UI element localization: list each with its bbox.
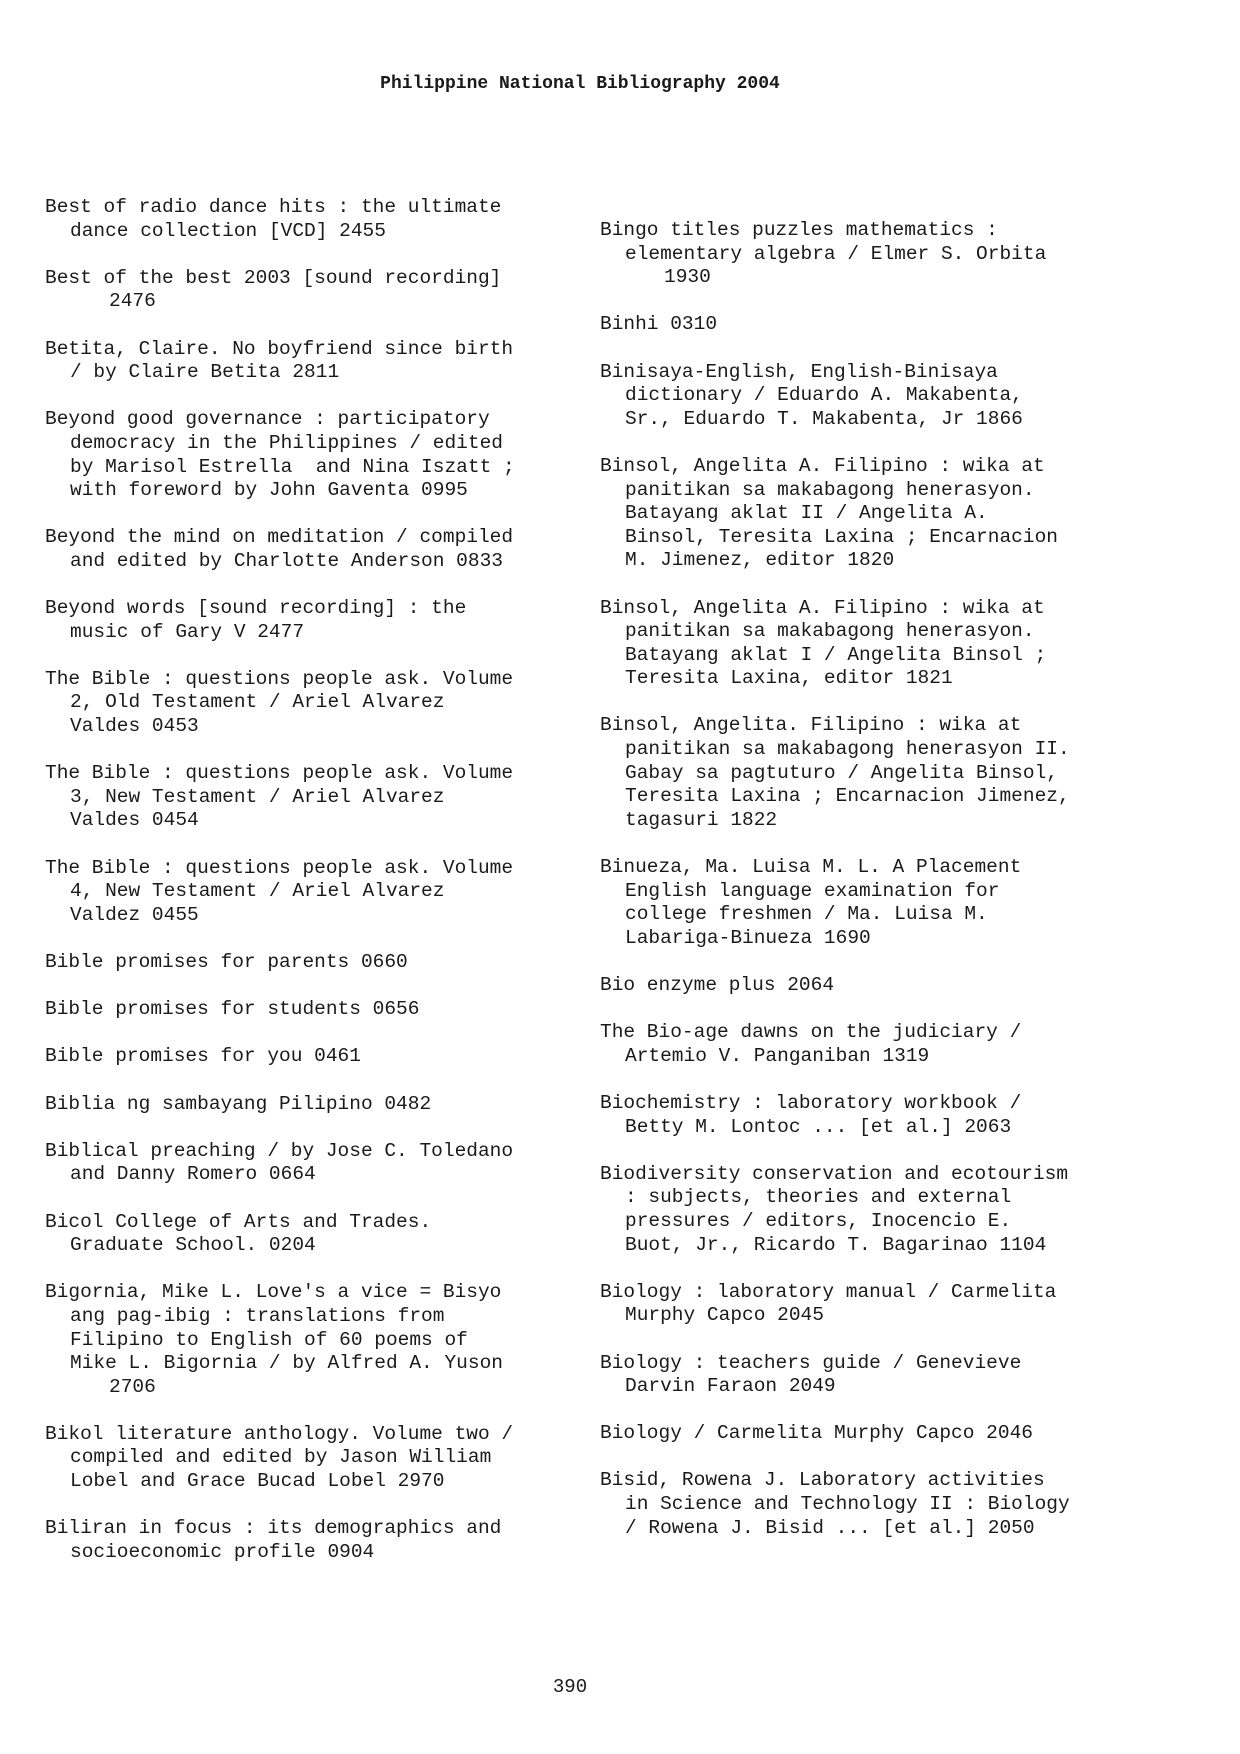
- entry-line: panitikan sa makabagong henerasyon.: [625, 620, 1035, 643]
- entry-line: Binsol, Angelita. Filipino : wika at: [600, 714, 1022, 737]
- entry-line: The Bible : questions people ask. Volume: [45, 667, 514, 690]
- entry-line: Graduate School. 0204: [70, 1234, 316, 1257]
- bibliography-entry: [600, 361, 1120, 432]
- page-title: Philippine National Bibliography 2004: [380, 74, 780, 94]
- entry-line: Biology : teachers guide / Genevieve: [600, 1351, 1022, 1374]
- entry-line: by Marisol Estrella and Nina Iszatt ;: [70, 455, 515, 478]
- bibliography-entry: [45, 1517, 565, 1564]
- entry-line: and Danny Romero 0664: [70, 1163, 316, 1186]
- entry-line: college freshmen / Ma. Luisa M.: [625, 903, 988, 926]
- bibliography-entry: [45, 1140, 565, 1187]
- right-column: [600, 219, 1120, 1564]
- bibliography-entry: [45, 762, 565, 833]
- entry-line: Best of radio dance hits : the ultimate: [45, 196, 502, 218]
- entry-line: Beyond words [sound recording] : the: [45, 597, 467, 620]
- entry-line: / Rowena J. Bisid ... [et al.] 2050: [625, 1516, 1035, 1539]
- entry-line: Batayang aklat I / Angelita Binsol ;: [625, 643, 1047, 666]
- entry-line: Biology / Carmelita Murphy Capco 2046: [600, 1422, 1033, 1445]
- entry-line: 3, New Testament / Ariel Alvarez: [70, 785, 445, 808]
- bibliography-entry: [45, 1423, 565, 1494]
- bibliography-entry: [600, 1092, 1120, 1139]
- bibliography-entry: [600, 1469, 1120, 1540]
- bibliography-entry: [45, 597, 565, 644]
- entry-line: 2, Old Testament / Ariel Alvarez: [70, 691, 445, 714]
- entry-line: panitikan sa makabagong henerasyon II.: [625, 738, 1070, 761]
- entry-line: Filipino to English of 60 poems of: [70, 1328, 468, 1351]
- bibliography-entry: [600, 856, 1120, 950]
- bibliography-entry: [600, 313, 1120, 337]
- entry-line: Valdes 0454: [70, 809, 199, 832]
- entry-line: Binhi 0310: [600, 313, 718, 336]
- bibliography-entry: [600, 1021, 1120, 1068]
- entry-line: / by Claire Betita 2811: [70, 361, 340, 384]
- entry-line: Biliran in focus : its demographics and: [45, 1517, 502, 1540]
- entry-line: Valdes 0453: [70, 715, 199, 738]
- entry-line: tagasuri 1822: [625, 808, 778, 831]
- left-column: [45, 196, 565, 1588]
- entry-line: Bible promises for parents 0660: [45, 951, 408, 973]
- entry-line: dance collection [VCD] 2455: [70, 219, 386, 242]
- entry-line: M. Jimenez, editor 1820: [625, 549, 895, 572]
- entry-line: Binsol, Angelita A. Filipino : wika at: [600, 454, 1045, 477]
- entry-line: dictionary / Eduardo A. Makabenta,: [625, 384, 1023, 407]
- bibliography-entry: [45, 951, 565, 975]
- entry-line: Bible promises for students 0656: [45, 998, 420, 1021]
- entry-line: panitikan sa makabagong henerasyon.: [625, 478, 1035, 501]
- entry-line: ang pag-ibig : translations from: [70, 1304, 445, 1327]
- entry-line: Beyond good governance : participatory: [45, 408, 490, 431]
- entry-line: Bible promises for you 0461: [45, 1045, 361, 1068]
- entry-line: Teresita Laxina ; Encarnacion Jimenez,: [625, 785, 1070, 808]
- entry-line: socioeconomic profile 0904: [70, 1540, 375, 1563]
- entry-line: with foreword by John Gaventa 0995: [70, 479, 468, 502]
- entry-line: elementary algebra / Elmer S. Orbita: [625, 242, 1047, 265]
- entry-line: music of Gary V 2477: [70, 620, 305, 643]
- entry-line: Teresita Laxina, editor 1821: [625, 667, 953, 690]
- entry-line: Gabay sa pagtuturo / Angelita Binsol,: [625, 761, 1058, 784]
- entry-line: Binueza, Ma. Luisa M. L. A Placement: [600, 856, 1022, 879]
- entry-line: Darvin Faraon 2049: [625, 1375, 836, 1398]
- entry-line: 2476: [109, 290, 156, 313]
- bibliography-entry: [600, 714, 1120, 832]
- bibliography-entry: [45, 1211, 565, 1258]
- entry-line: Biochemistry : laboratory workbook /: [600, 1091, 1022, 1114]
- entry-line: Bikol literature anthology. Volume two /: [45, 1422, 514, 1445]
- entry-line: and edited by Charlotte Anderson 0833: [70, 549, 503, 572]
- bibliography-entry: [45, 1093, 565, 1117]
- entry-line: Batayang aklat II / Angelita A.: [625, 502, 988, 525]
- bibliography-entry: [45, 998, 565, 1022]
- entry-line: 1930: [664, 266, 711, 289]
- entry-line: in Science and Technology II : Biology: [625, 1493, 1070, 1516]
- entry-line: Bio enzyme plus 2064: [600, 974, 835, 996]
- entry-line: Bingo titles puzzles mathematics :: [600, 219, 998, 241]
- entry-line: Beyond the mind on meditation / compiled: [45, 526, 514, 549]
- entry-line: Labariga-Binueza 1690: [625, 926, 871, 949]
- bibliography-entry: [600, 1352, 1120, 1399]
- bibliography-entry: [600, 1281, 1120, 1328]
- entry-line: 4, New Testament / Ariel Alvarez: [70, 880, 445, 903]
- bibliography-entry: [600, 597, 1120, 691]
- entry-line: Betty M. Lontoc ... [et al.] 2063: [625, 1115, 1012, 1138]
- bibliography-entry: [45, 408, 565, 502]
- entry-line: Sr., Eduardo T. Makabenta, Jr 1866: [625, 407, 1023, 430]
- entry-line: The Bible : questions people ask. Volume: [45, 762, 514, 785]
- page-number: 390: [552, 1676, 588, 1698]
- bibliography-entry: [600, 219, 1120, 290]
- entry-line: democracy in the Philippines / edited: [70, 431, 503, 454]
- entry-line: : subjects, theories and external: [625, 1186, 1012, 1209]
- bibliography-entry: [45, 526, 565, 573]
- entry-line: English language examination for: [625, 879, 1000, 902]
- entry-line: Binisaya-English, English-Binisaya: [600, 360, 998, 383]
- bibliography-entry: [45, 1281, 565, 1399]
- entry-line: Biodiversity conservation and ecotourism: [600, 1162, 1069, 1185]
- bibliography-entry: [45, 668, 565, 739]
- entry-line: Bigornia, Mike L. Love's a vice = Bisyo: [45, 1281, 502, 1304]
- bibliography-entry: [600, 974, 1120, 998]
- entry-line: Best of the best 2003 [sound recording]: [45, 266, 502, 289]
- entry-line: pressures / editors, Inocencio E.: [625, 1209, 1012, 1232]
- entry-line: Bicol College of Arts and Trades.: [45, 1210, 432, 1233]
- entry-line: Biology : laboratory manual / Carmelita: [600, 1280, 1057, 1303]
- entry-line: The Bible : questions people ask. Volume: [45, 856, 514, 879]
- entry-line: Binsol, Angelita A. Filipino : wika at: [600, 596, 1045, 619]
- entry-line: Biblia ng sambayang Pilipino 0482: [45, 1092, 432, 1115]
- entry-line: compiled and edited by Jason William: [70, 1446, 492, 1469]
- entry-line: Biblical preaching / by Jose C. Toledano: [45, 1139, 514, 1162]
- entry-line: Bisid, Rowena J. Laboratory activities: [600, 1469, 1045, 1492]
- bibliography-entry: [45, 857, 565, 928]
- entry-line: Lobel and Grace Bucad Lobel 2970: [70, 1470, 445, 1493]
- entry-line: Betita, Claire. No boyfriend since birth: [45, 337, 514, 360]
- entry-line: 2706: [109, 1375, 156, 1398]
- bibliography-entry: [45, 1045, 565, 1069]
- bibliography-entry: [600, 1163, 1120, 1257]
- entry-line: Artemio V. Panganiban 1319: [625, 1044, 930, 1067]
- entry-line: The Bio-age dawns on the judiciary /: [600, 1021, 1022, 1044]
- bibliography-entry: [600, 1422, 1120, 1446]
- entry-line: Mike L. Bigornia / by Alfred A. Yuson: [70, 1352, 503, 1375]
- bibliography-entry: [45, 338, 565, 385]
- entry-line: Valdez 0455: [70, 903, 199, 926]
- bibliography-entry: [45, 196, 565, 243]
- bibliography-entry: [600, 455, 1120, 573]
- bibliography-entry: [45, 267, 565, 314]
- entry-line: Buot, Jr., Ricardo T. Bagarinao 1104: [625, 1233, 1047, 1256]
- entry-line: Murphy Capco 2045: [625, 1304, 824, 1327]
- entry-line: Binsol, Teresita Laxina ; Encarnacion: [625, 525, 1058, 548]
